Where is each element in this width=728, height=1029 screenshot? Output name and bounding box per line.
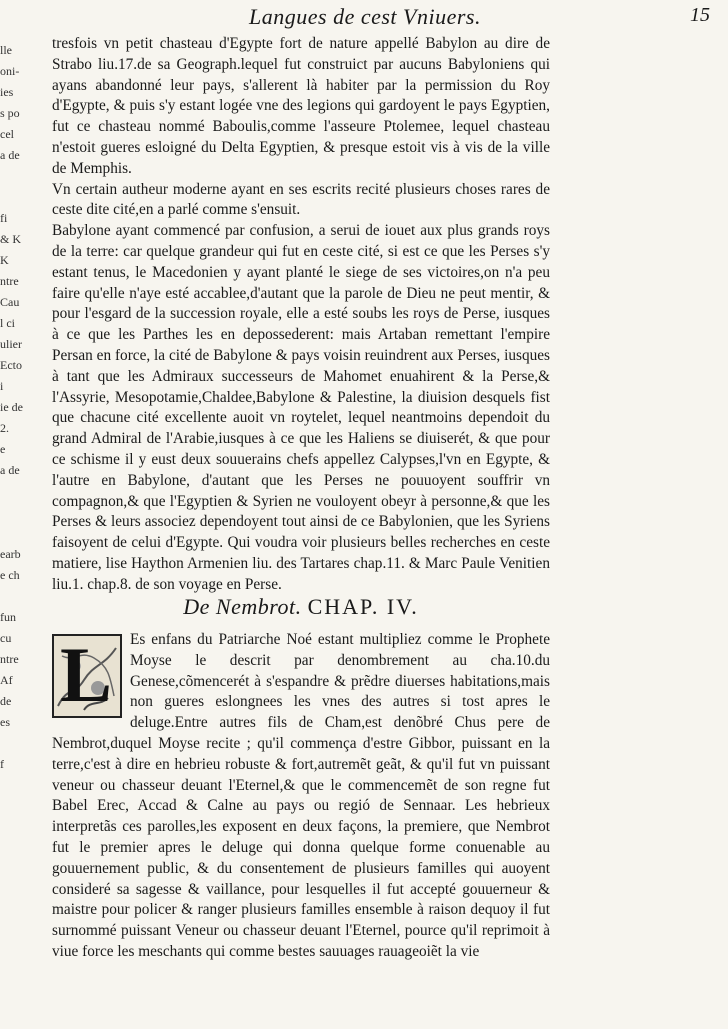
margin-fragment: Af: [0, 673, 13, 687]
margin-fragment: e: [0, 442, 6, 456]
margin-fragment: s po: [0, 106, 20, 120]
margin-fragment: [0, 586, 28, 607]
margin-fragment: [0, 481, 28, 502]
margin-fragment: f: [0, 757, 4, 771]
margin-fragment: ulier: [0, 337, 22, 351]
margin-fragment: es: [0, 715, 10, 729]
decorated-initial: [52, 634, 122, 718]
dropcap-letter: L: [60, 634, 113, 718]
paragraph-babylone-history: Babylone ayant commencé par confusion, a serui de iouet aux plus grands roys de la terre: car quelque grandeur qui fut en ceste cité, si est ce que les Perses s'y estant tenus, le Macedonien y ayant planté le siege de ses victoires,on n'a peu faire qu'elle n'aye esté accablee,d'autant que la parole de Dieu ne peut mentir, & pour l'esgard de la succession royale, elle a esté soubs les roys de Perse, iusques à ce que les Parthes les en depossederent: mais Artaban remettant l'empire Persan en force, la cité de Babylone & pays voisin reuindrent aux Perses, iusques à tant que les Admiraux successeurs de Mahomet enuahirent & la Perse,& l'Assyrie, Mesopotamie,Chaldee,Babylone & Palestine, la diuision desquels fist que chacune cité excellente auoit vn roytelet, lequel neantmoins dependoit du grand Admiral de l'Arabie,iusques à ce que les Haliens se diuiserét, & que pour ce schisme il y eust deux souuerains chefs appellez Calypses,l'vn en Egypte, & l'autre en Babylone, d'autant que les Perses ne pouuoyent souffrir vn compagnon,& que l'Egyptien & Syrien ne vouloyent obeyr à personne,& que les Perses & leurs associez dependoyent tout ainsi de ce Babylonien, que les Syriens faisoyent de celui d'Egypte. Qui voudra voir plusieurs belles recherches en ceste matiere, lise Haython Armenien liu. des Tartares chap.11. & Marc Paule Venitien liu.1. chap.8. de son voyage en Perse.: [52, 222, 550, 593]
paragraph-nembrot: Es enfans du Patriarche Noé estant multipliez comme le Prophete Moyse le descrit par denombrement au cha.10.du Genese,cõmencerét à s'espandre & prẽdre diuerses habitations,mais non gueres eslongnees les vnes des autres si tost apres le deluge.Entre autres fils de Cham,est denõbré Chus pere de Nembrot,duquel Moyse recite ; qu'il commença d'estre Gibbor, puissant en la terre,c'est à dire en hebrieu robuste & fort,autremẽt geãt, & qu'il fut vn puissant veneur ou chasseur deuant l'Eternel,& que le commencemẽt de son regne fut Babel Erec, Accad & Calne au pays ou regió de Sennaar. Les hebrieux interpretãs ces parolles,les exposent en deux façons, la premiere, que Nembrot fut le premier apres le deluge qui donna quelque forme conuenable au gouuernement public, & du consentement de plusieurs familles qui auoyent consideré sa sagesse & vaillance, pour lesquelles il fut accepté gouuerneur & maistre pour policer & ranger plusieurs familles ensemble à raison dequoy il fut surnommé puissant Veneur ou chasseur deuant l'Eternel, pource qu'il reprimoit à viue force les meschants qui comme bestes sauuages rauageoiẽt la vie: [52, 631, 550, 960]
margin-fragment: e ch: [0, 568, 20, 582]
page-number: 15: [690, 4, 710, 26]
section-nembrot-text: [52, 630, 550, 963]
section-babylon-text: [52, 34, 550, 596]
margin-fragment: a de: [0, 463, 20, 477]
margin-fragment: fun: [0, 610, 16, 624]
margin-fragment: ies: [0, 85, 14, 99]
chapter-heading: [52, 594, 550, 620]
margin-fragment: Ecto: [0, 358, 22, 372]
margin-fragment: de: [0, 694, 12, 708]
margin-fragment: fi: [0, 211, 8, 225]
paragraph-modern-author: Vn certain autheur moderne ayant en ses escrits recité plusieurs choses rares de ceste dite cité,en a parlé comme s'ensuit.: [52, 180, 550, 219]
left-margin-bleed-text: [0, 40, 28, 775]
margin-fragment: [0, 166, 28, 187]
margin-fragment: ntre: [0, 274, 19, 288]
margin-fragment: oni-: [0, 64, 20, 78]
chapter-number: CHAP. IV.: [307, 594, 419, 619]
margin-fragment: [0, 733, 28, 754]
margin-fragment: earb: [0, 547, 21, 561]
margin-fragment: [0, 187, 28, 208]
margin-fragment: K: [0, 253, 9, 267]
margin-fragment: ntre: [0, 652, 19, 666]
margin-fragment: lle: [0, 43, 12, 57]
margin-fragment: i: [0, 379, 4, 393]
margin-fragment: 2.: [0, 421, 9, 435]
margin-fragment: a de: [0, 148, 20, 162]
margin-fragment: l ci: [0, 316, 15, 330]
margin-fragment: Cau: [0, 295, 20, 309]
margin-fragment: ie de: [0, 400, 23, 414]
margin-fragment: cel: [0, 127, 14, 141]
margin-fragment: [0, 523, 28, 544]
running-head: Langues de cest Vniuers.: [249, 4, 481, 29]
margin-fragment: cu: [0, 631, 12, 645]
margin-fragment: [0, 502, 28, 523]
chapter-title-italic: De Nembrot.: [183, 594, 302, 619]
paragraph-babylon-egypt: tresfois vn petit chasteau d'Egypte fort de nature appellé Babylon au dire de Strabo liu.17.de sa Geograph.lequel fut construict par aucuns Babyloniens qui ayans abandonné leur pays, s'allerent là habiter par la permission du Roy d'Egypte, & puis s'y estant logée vne des legions qui gardoyent le pays Egyptien, fut ce chasteau nommé Baboulis,comme l'asseure Ptolemee, lequel chasteau n'estoit gueres esloigné du Delta Egyptien, & presque estoit vis à vis de la ville de Memphis.: [52, 35, 550, 177]
margin-fragment: & K: [0, 232, 21, 246]
